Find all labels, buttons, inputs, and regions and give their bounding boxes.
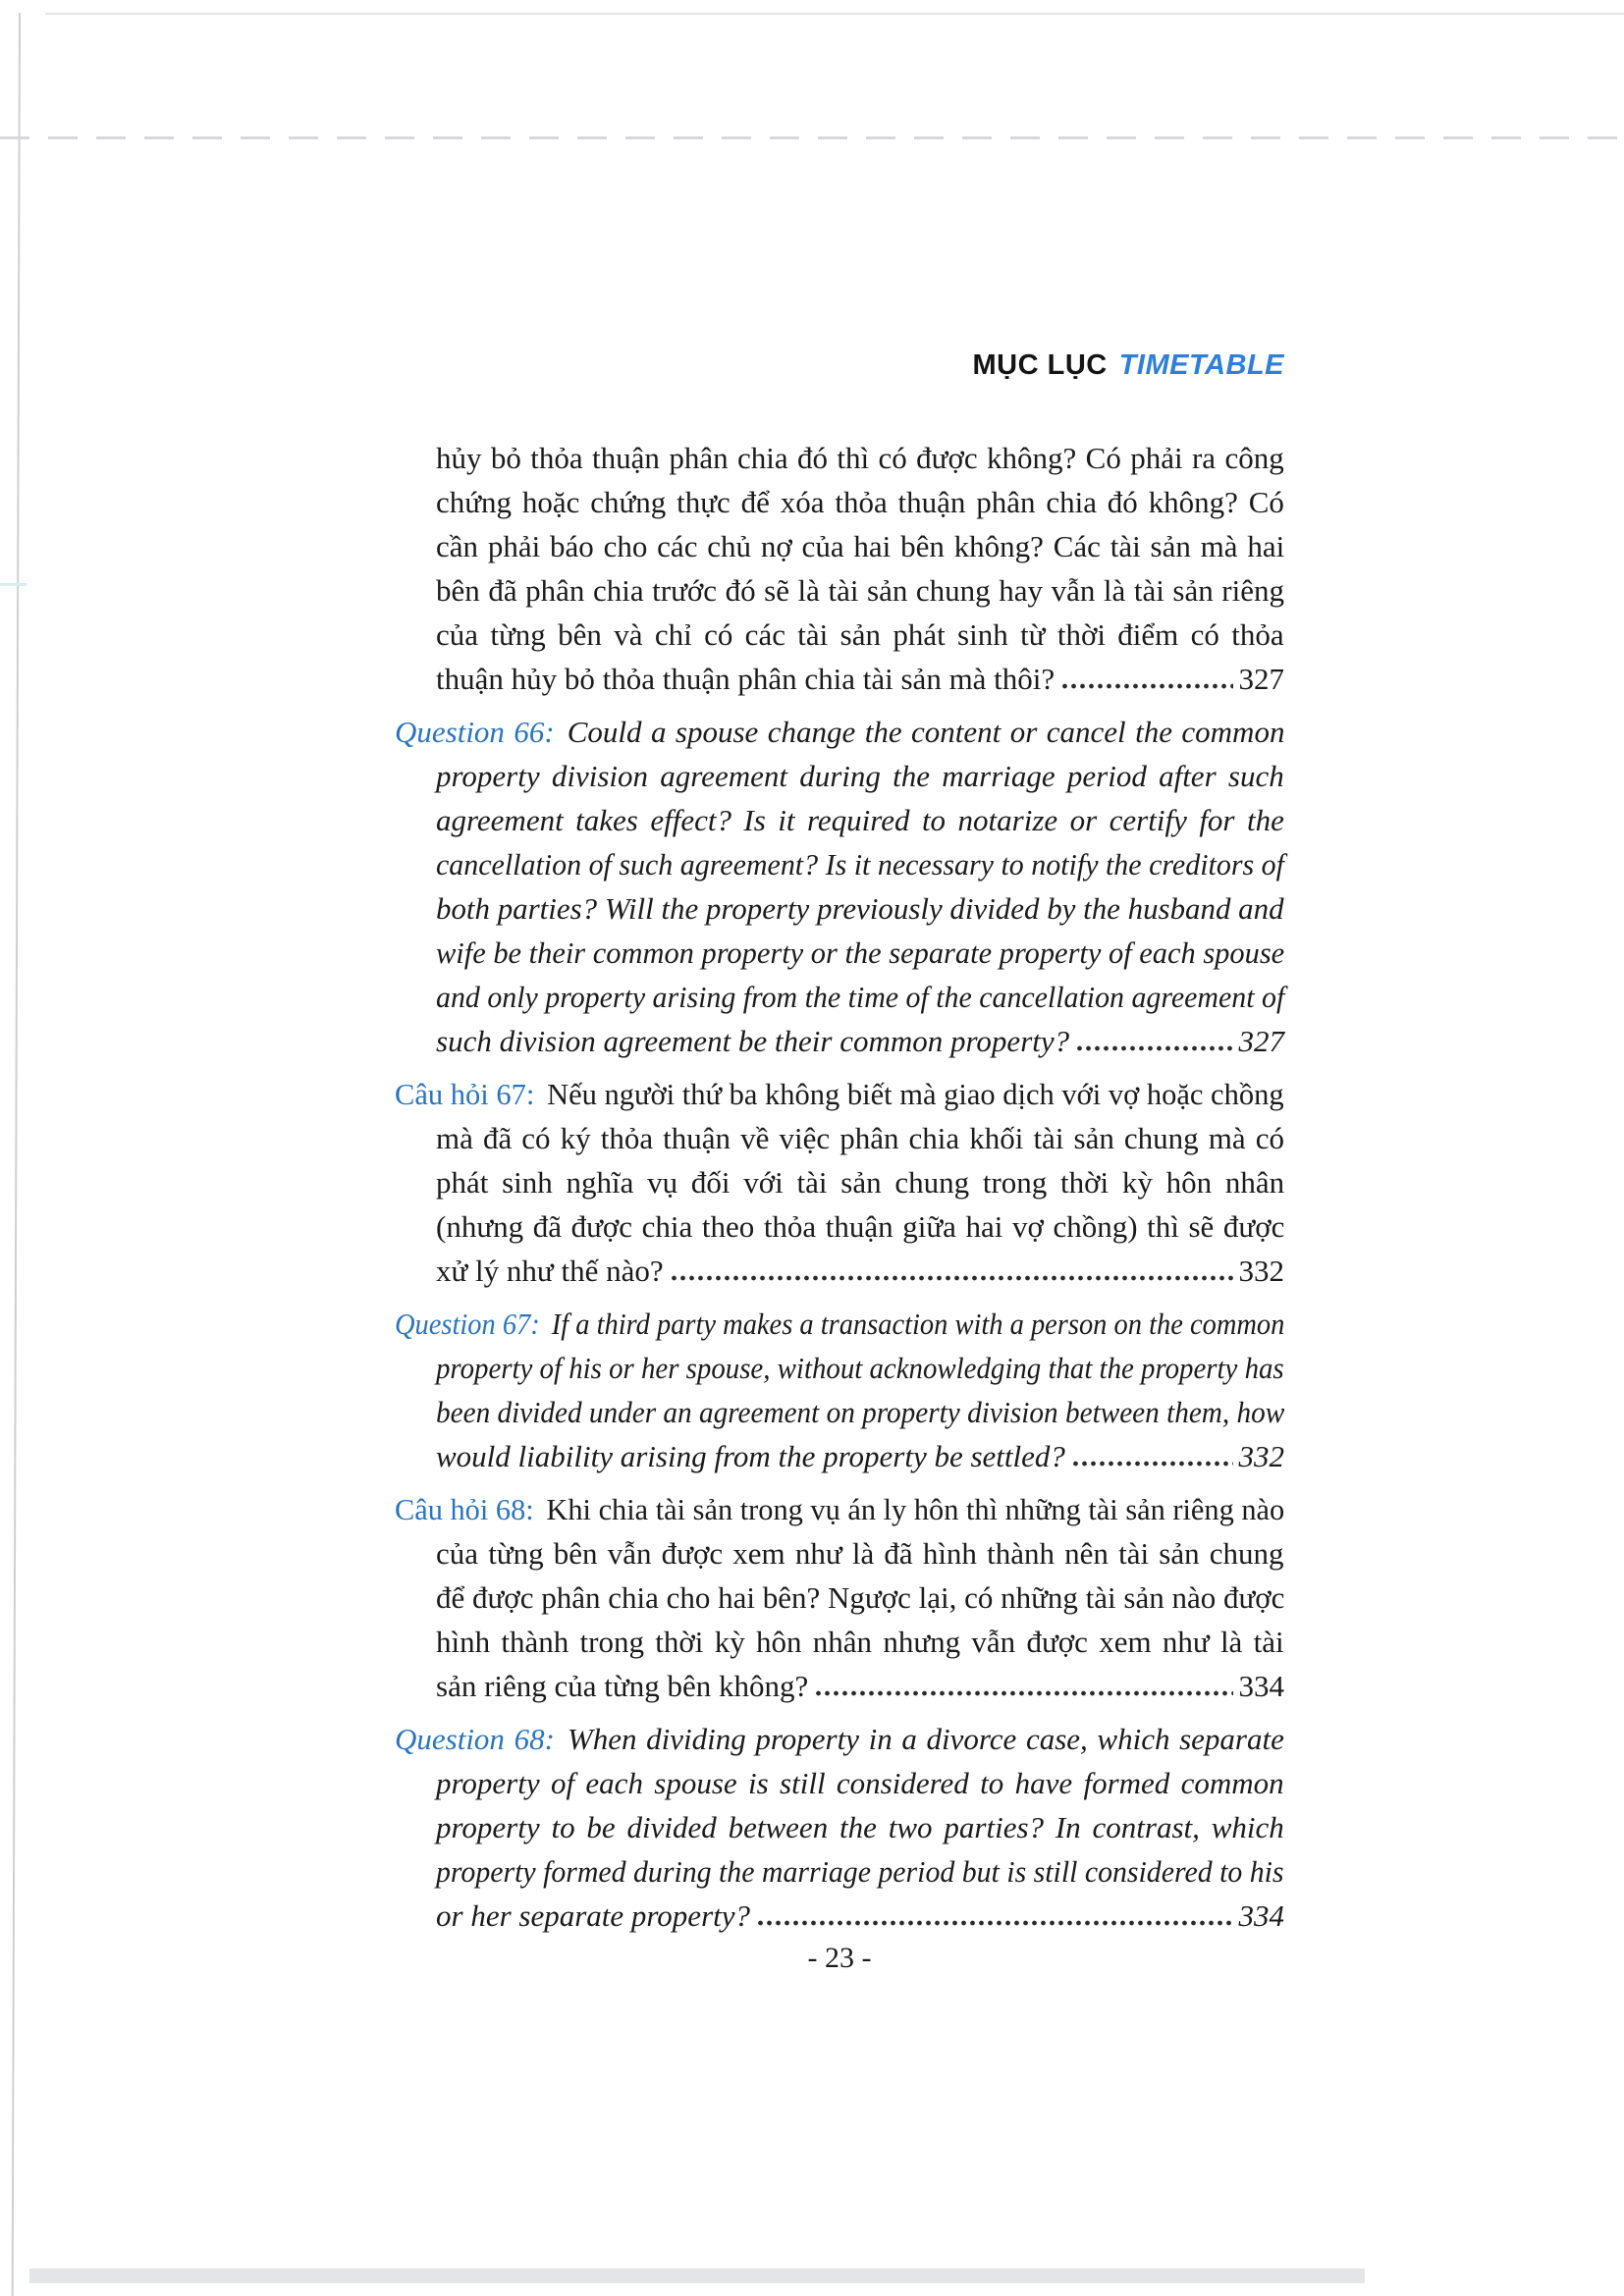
toc-line-text: mà đã có ký thỏa thuận về việc phân chia khối tài sản chung mà có bbox=[436, 1121, 1284, 1155]
toc-line-with-page bbox=[395, 1019, 1284, 1063]
toc-line-with-page bbox=[395, 1664, 1284, 1708]
toc-entry bbox=[395, 436, 1284, 701]
toc-line-text: and only property arising from the time of the cancellation agreement of bbox=[436, 980, 1285, 1014]
toc-line bbox=[395, 1575, 1284, 1620]
toc-line bbox=[395, 613, 1284, 657]
dot-leader bbox=[1073, 1461, 1233, 1467]
toc-entry-label: Câu hỏi 68: bbox=[395, 1492, 534, 1526]
toc-line-text: both parties? Will the property previously divided by the husband and bbox=[436, 891, 1284, 926]
toc-line-text: would liability arising from the property be settled? bbox=[436, 1439, 1065, 1473]
toc-line bbox=[395, 480, 1284, 524]
toc-line-text: property formed during the marriage period but is still considered to his bbox=[436, 1854, 1284, 1889]
toc-line-text: hủy bỏ thỏa thuận phân chia đó thì có được không? Có phải ra công bbox=[436, 441, 1284, 475]
toc-line bbox=[395, 931, 1284, 975]
toc-line-text: của từng bên và chỉ có các tài sản phát sinh từ thời điểm có thỏa bbox=[436, 617, 1284, 652]
toc-page-number: 332 bbox=[1238, 1439, 1284, 1473]
toc-line-text: property to be divided between the two parties? In contrast, which bbox=[436, 1810, 1284, 1844]
toc-line-text: cần phải báo cho các chủ nợ của hai bên không? Các tài sản mà hai bbox=[436, 529, 1285, 563]
toc-line-text: thuận hủy bỏ thỏa thuận phân chia tài sản mà thôi? bbox=[436, 662, 1056, 696]
page-header bbox=[395, 349, 1284, 382]
toc-line bbox=[395, 1204, 1284, 1249]
toc-line-text: such division agreement be their common property? bbox=[436, 1024, 1070, 1058]
toc-line bbox=[395, 1849, 1284, 1894]
toc-line-text: Could a spouse change the content or cancel the common bbox=[567, 715, 1285, 749]
scan-edge-top-line bbox=[45, 13, 1624, 15]
toc-entry-label: Câu hỏi 67: bbox=[395, 1077, 535, 1111]
toc-line bbox=[395, 886, 1284, 931]
toc-page-number: 327 bbox=[1238, 662, 1284, 696]
toc-line-text: xử lý như thế nào? bbox=[436, 1254, 664, 1288]
dot-leader bbox=[758, 1920, 1232, 1926]
toc-line bbox=[395, 754, 1284, 798]
toc-line bbox=[395, 1761, 1284, 1805]
scan-dashed-line bbox=[0, 136, 1624, 139]
toc-line-text: để được phân chia cho hai bên? Ngược lại, có những tài sản nào được bbox=[436, 1580, 1285, 1615]
toc-line-text: If a third party makes a transaction with a person on the common bbox=[551, 1307, 1285, 1341]
toc-line bbox=[395, 798, 1284, 842]
toc-line-text: chứng hoặc chứng thực để xóa thỏa thuận phân chia đó không? Có bbox=[436, 485, 1284, 519]
toc-line bbox=[395, 1620, 1284, 1664]
toc-line bbox=[395, 1160, 1284, 1204]
toc-line bbox=[395, 1072, 1284, 1116]
toc-line-text: sản riêng của từng bên không? bbox=[436, 1669, 809, 1703]
toc-line bbox=[395, 710, 1284, 754]
scan-left-tick bbox=[0, 583, 27, 586]
toc-line-text: property of each spouse is still considered to have formed common bbox=[436, 1766, 1284, 1800]
toc-line-text: hình thành trong thời kỳ hôn nhân nhưng vẫn được xem như là tài bbox=[436, 1625, 1284, 1659]
toc-line bbox=[395, 1487, 1284, 1531]
toc-line-with-page bbox=[395, 1894, 1284, 1938]
toc-line-text: phát sinh nghĩa vụ đối với tài sản chung trong thời kỳ hôn nhân bbox=[436, 1165, 1285, 1200]
header-title-english: TIMETABLE bbox=[1118, 349, 1284, 381]
toc-entry-label: Question 68: bbox=[395, 1722, 555, 1756]
toc-line-text: been divided under an agreement on property division between them, how bbox=[436, 1395, 1285, 1429]
toc-line-text: của từng bên vẫn được xem như là đã hình thành nên tài sản chung bbox=[436, 1536, 1284, 1571]
toc-line-text: or her separate property? bbox=[436, 1898, 751, 1933]
toc-line-text: Nếu người thứ ba không biết mà giao dịch với vợ hoặc chồng bbox=[547, 1077, 1284, 1111]
toc-page-number: 334 bbox=[1238, 1669, 1284, 1703]
toc-line bbox=[395, 1302, 1284, 1346]
toc-line-text: wife be their common property or the separate property of each spouse bbox=[436, 935, 1285, 970]
toc-line bbox=[395, 842, 1284, 886]
toc-entry bbox=[395, 1302, 1284, 1478]
toc-line-text: cancellation of such agreement? Is it necessary to notify the creditors of bbox=[436, 847, 1284, 881]
toc-line bbox=[395, 975, 1284, 1019]
toc-line-with-page bbox=[395, 1434, 1284, 1478]
toc-line bbox=[395, 436, 1284, 480]
toc-line-text: property division agreement during the marriage period after such bbox=[436, 759, 1284, 793]
table-of-contents bbox=[395, 436, 1284, 1947]
scan-edge-left-line bbox=[12, 13, 21, 2296]
toc-line bbox=[395, 568, 1284, 613]
toc-line-text: Khi chia tài sản trong vụ án ly hôn thì những tài sản riêng nào bbox=[546, 1492, 1285, 1526]
toc-line-text: When dividing property in a divorce case, which separate bbox=[567, 1722, 1284, 1756]
toc-entry bbox=[395, 710, 1284, 1063]
toc-entry-label: Question 66: bbox=[395, 715, 555, 749]
toc-line-text: (nhưng đã được chia theo thỏa thuận giữa hai vợ chồng) thì sẽ được bbox=[436, 1209, 1285, 1244]
toc-line-text: property of his or her spouse, without acknowledging that the property has bbox=[436, 1351, 1284, 1385]
toc-page-number: 332 bbox=[1238, 1254, 1284, 1288]
toc-page-number: 327 bbox=[1238, 1024, 1284, 1058]
toc-entry bbox=[395, 1717, 1284, 1938]
dot-leader bbox=[1062, 683, 1232, 689]
toc-line-text: bên đã phân chia trước đó sẽ là tài sản chung hay vẫn là tài sản riêng bbox=[436, 573, 1284, 608]
toc-line-with-page bbox=[395, 1249, 1284, 1293]
scan-bottom-shadow-bar bbox=[29, 2269, 1365, 2283]
toc-line bbox=[395, 1346, 1284, 1390]
toc-line-with-page bbox=[395, 657, 1284, 701]
dot-leader bbox=[816, 1690, 1232, 1696]
toc-line bbox=[395, 1717, 1284, 1761]
toc-entry-label: Question 67: bbox=[395, 1307, 540, 1341]
header-title-vietnamese: MỤC LỤC bbox=[972, 349, 1108, 381]
toc-line bbox=[395, 1390, 1284, 1434]
toc-page-number: 334 bbox=[1238, 1898, 1284, 1933]
toc-line bbox=[395, 1116, 1284, 1160]
toc-line bbox=[395, 1805, 1284, 1849]
toc-line bbox=[395, 1531, 1284, 1575]
toc-entry bbox=[395, 1072, 1284, 1293]
dot-leader bbox=[672, 1275, 1233, 1281]
toc-entry bbox=[395, 1487, 1284, 1708]
dot-leader bbox=[1077, 1045, 1232, 1051]
toc-line bbox=[395, 524, 1284, 568]
toc-line-text: agreement takes effect? Is it required to notarize or certify for the bbox=[436, 803, 1284, 837]
page-number-footer: - 23 - bbox=[807, 1942, 872, 1974]
